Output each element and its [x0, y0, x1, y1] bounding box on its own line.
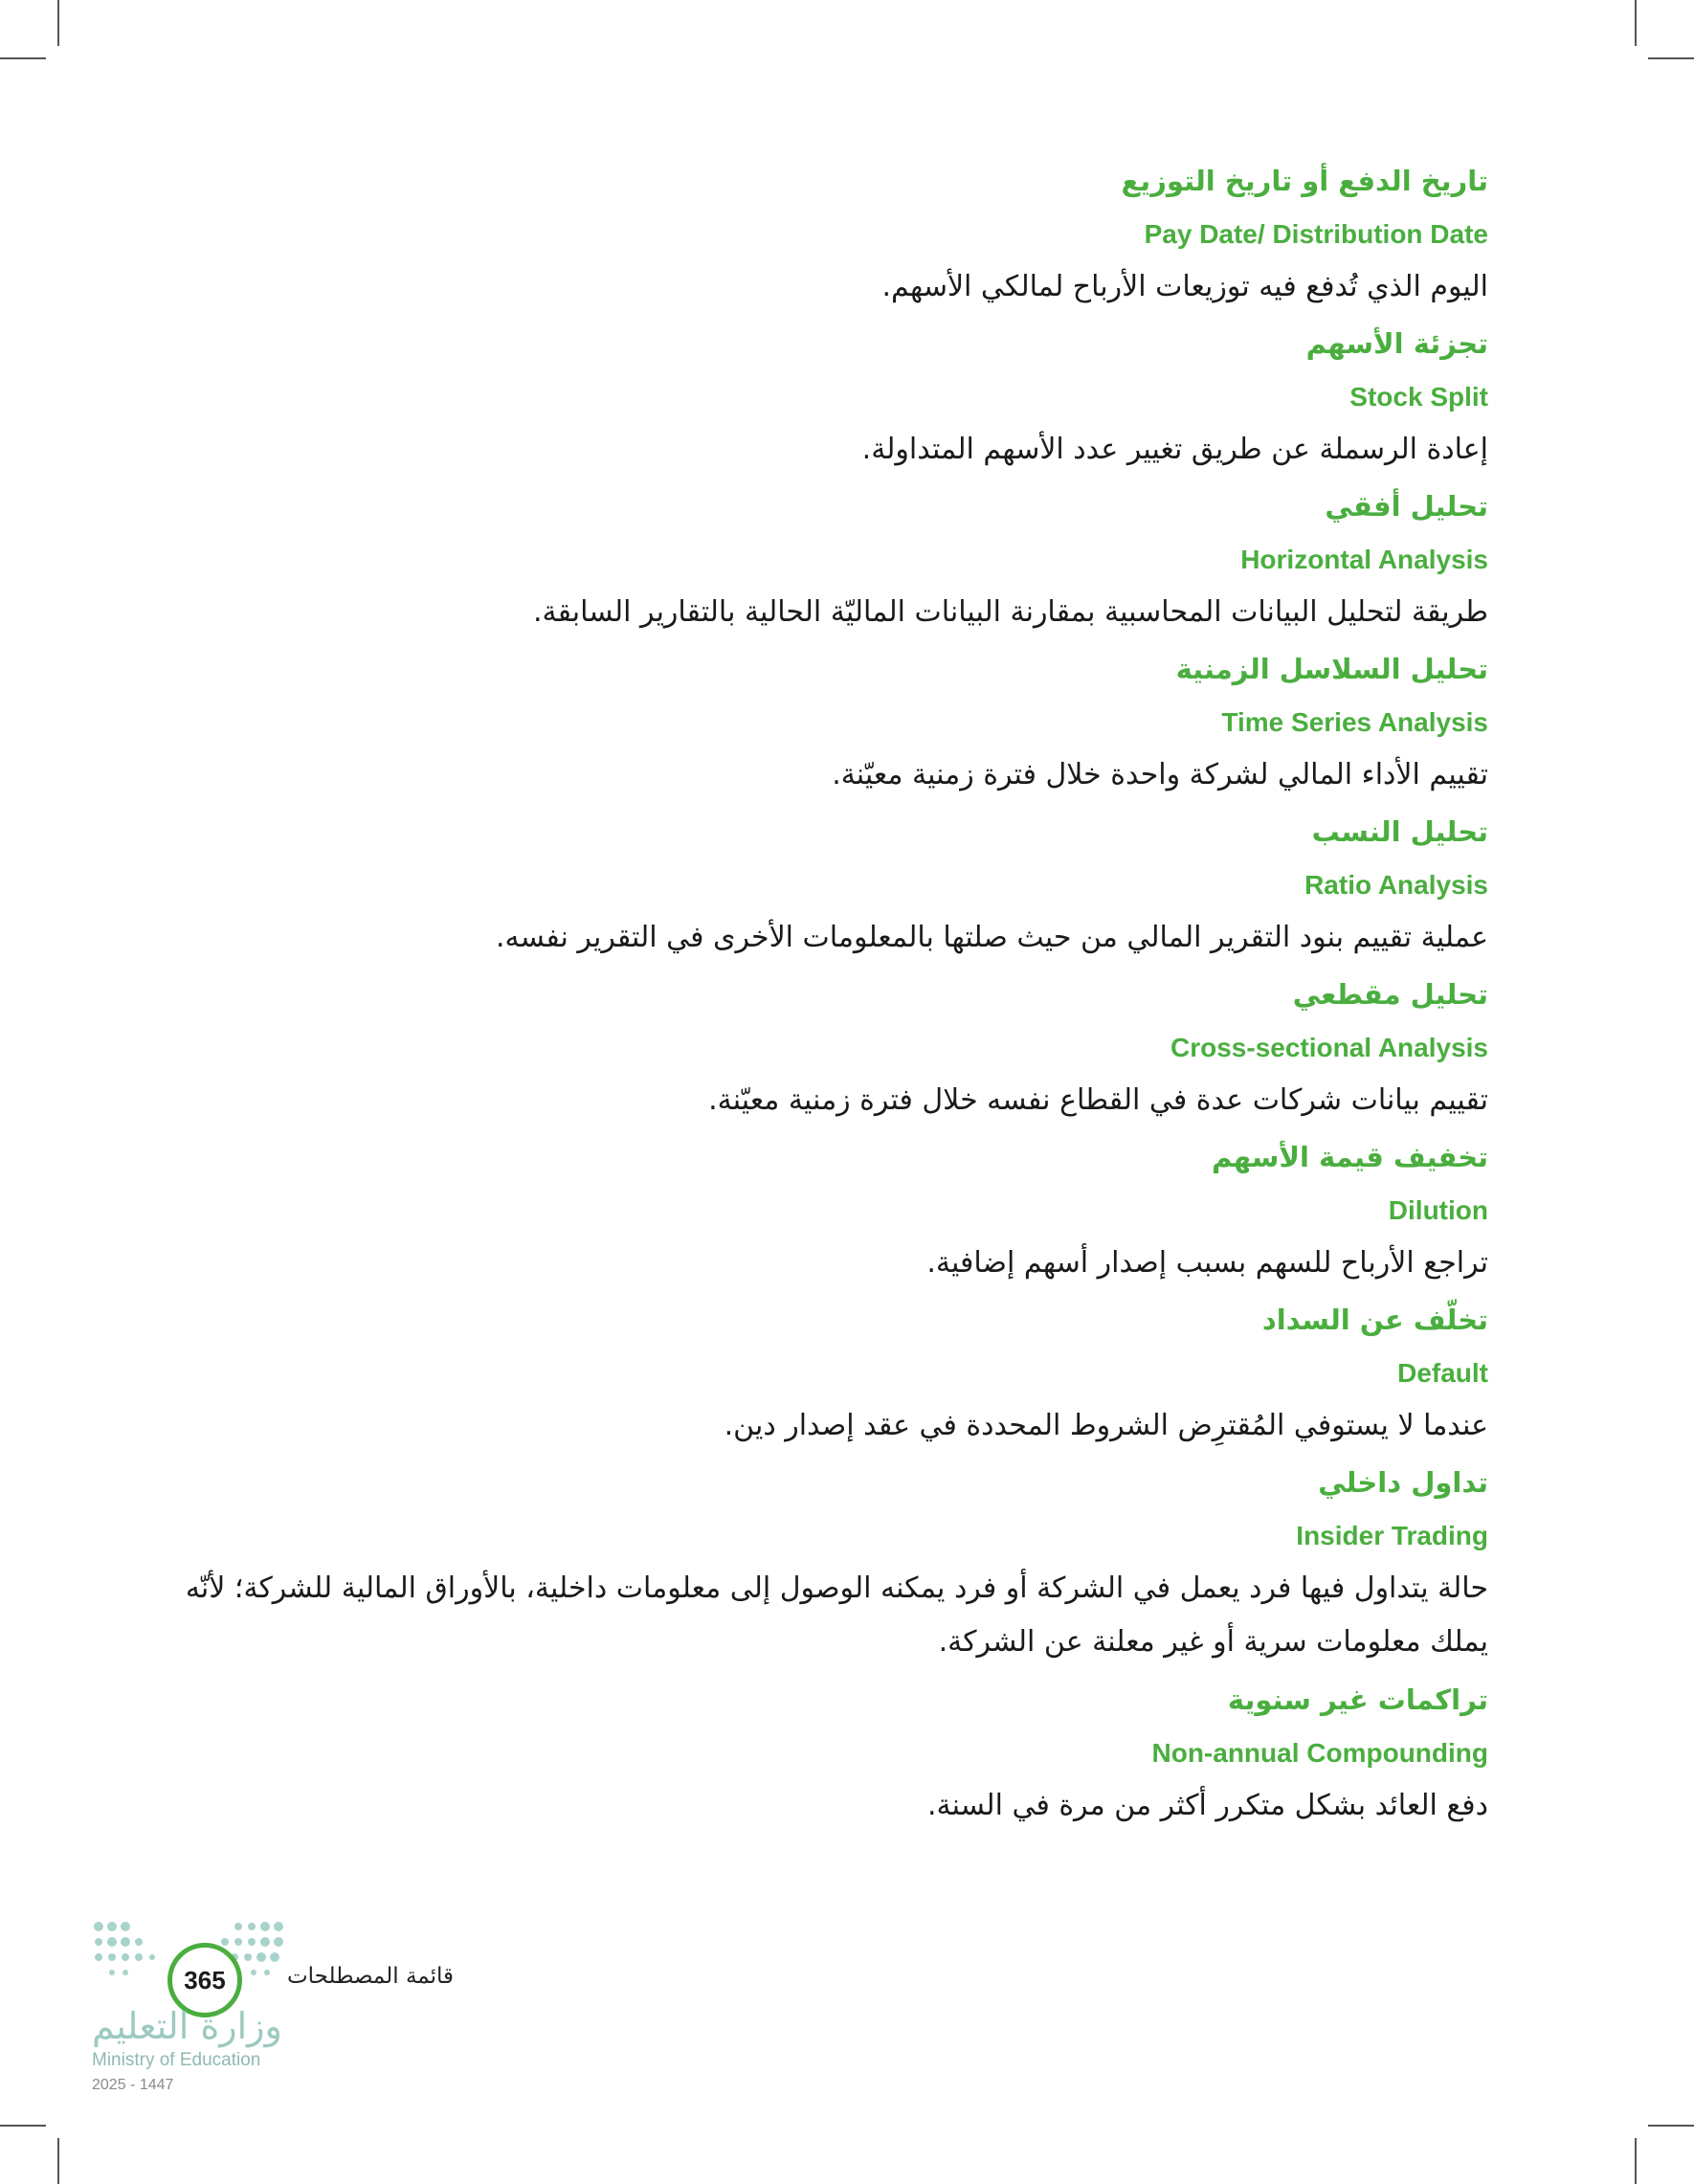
- crop-mark-top-left-h: [0, 57, 46, 59]
- term-arabic: تحليل مقطعي: [1292, 978, 1488, 1011]
- crop-mark-top-right-h: [1648, 57, 1694, 59]
- crop-mark-top-left-v: [57, 0, 59, 46]
- crop-mark-bottom-left-v: [57, 2138, 59, 2184]
- term-english: Non-annual Compounding: [1151, 1738, 1488, 1768]
- term-definition: تقييم الأداء المالي لشركة واحدة خلال فترة زمنية معيّنة.: [832, 758, 1488, 791]
- glossary-entry: [144, 479, 1488, 638]
- term-arabic: تحليل أفقي: [1325, 490, 1488, 523]
- term-english: Default: [1397, 1358, 1488, 1388]
- term-english: Cross-sectional Analysis: [1170, 1033, 1488, 1062]
- term-english: Horizontal Analysis: [1240, 545, 1488, 574]
- term-arabic: تاريخ الدفع أو تاريخ التوزيع: [1121, 165, 1488, 197]
- term-arabic: تجزئة الأسهم: [1305, 327, 1488, 360]
- term-english: Dilution: [1388, 1195, 1488, 1225]
- glossary-entry: [144, 153, 1488, 313]
- glossary-entry: [144, 967, 1488, 1126]
- term-arabic: تخلّف عن السداد: [1261, 1304, 1488, 1336]
- crop-mark-bottom-left-h: [0, 2125, 46, 2127]
- crop-mark-bottom-right-h: [1648, 2125, 1694, 2127]
- glossary-entry: [144, 1672, 1488, 1832]
- term-english: Insider Trading: [1296, 1521, 1488, 1550]
- term-definition: تقييم بيانات شركات عدة في القطاع نفسه خلال فترة زمنية معيّنة.: [708, 1083, 1488, 1117]
- term-definition: إعادة الرسملة عن طريق تغيير عدد الأسهم المتداولة.: [861, 433, 1488, 466]
- page-number: 365: [167, 1943, 242, 2017]
- crop-mark-top-right-v: [1635, 0, 1637, 46]
- term-english: Time Series Analysis: [1221, 707, 1488, 737]
- ministry-logo-arabic: وزارة التعليم: [92, 2005, 282, 2047]
- term-english: Ratio Analysis: [1304, 870, 1488, 900]
- term-english: Stock Split: [1349, 382, 1488, 412]
- glossary-entry: [144, 1455, 1488, 1669]
- term-arabic: تداول داخلي: [1318, 1466, 1488, 1499]
- ministry-logo-english: Ministry of Education: [92, 2050, 261, 2070]
- section-label: قائمة المصطلحات: [287, 1964, 454, 1989]
- term-definition: دفع العائد بشكل متكرر أكثر من مرة في السنة.: [927, 1789, 1488, 1822]
- term-definition: طريقة لتحليل البيانات المحاسبية بمقارنة البيانات الماليّة الحالية بالتقارير السابقة.: [532, 595, 1488, 629]
- term-definition: حالة يتداول فيها فرد يعمل في الشركة أو فرد يمكنه الوصول إلى معلومات داخلية، بالأوراق المالية للشركة؛ لأنّه يملك معلومات سرية أو غير معلنة عن الشركة.: [185, 1571, 1488, 1659]
- crop-mark-bottom-right-v: [1635, 2138, 1637, 2184]
- glossary-entry: [144, 641, 1488, 801]
- term-arabic: تحليل السلاسل الزمنية: [1175, 653, 1488, 685]
- glossary-entry: [144, 804, 1488, 964]
- glossary-entry: [144, 1292, 1488, 1452]
- term-definition: تراجع الأرباح للسهم بسبب إصدار أسهم إضافية.: [926, 1246, 1488, 1280]
- glossary-entry: [144, 316, 1488, 476]
- term-arabic: تراكمات غير سنوية: [1227, 1683, 1488, 1716]
- glossary-list: [144, 153, 1488, 1835]
- term-english: Pay Date/ Distribution Date: [1144, 219, 1488, 249]
- term-arabic: تحليل النسب: [1311, 815, 1488, 848]
- term-arabic: تخفيف قيمة الأسهم: [1211, 1141, 1488, 1173]
- edition-year: 2025 - 1447: [92, 2077, 174, 2093]
- term-definition: عندما لا يستوفي المُقترِض الشروط المحددة في عقد إصدار دين.: [724, 1409, 1488, 1442]
- term-definition: اليوم الذي تُدفع فيه توزيعات الأرباح لمالكي الأسهم.: [881, 270, 1488, 303]
- glossary-entry: [144, 1129, 1488, 1289]
- term-definition: عملية تقييم بنود التقرير المالي من حيث صلتها بالمعلومات الأخرى في التقرير نفسه.: [495, 921, 1488, 954]
